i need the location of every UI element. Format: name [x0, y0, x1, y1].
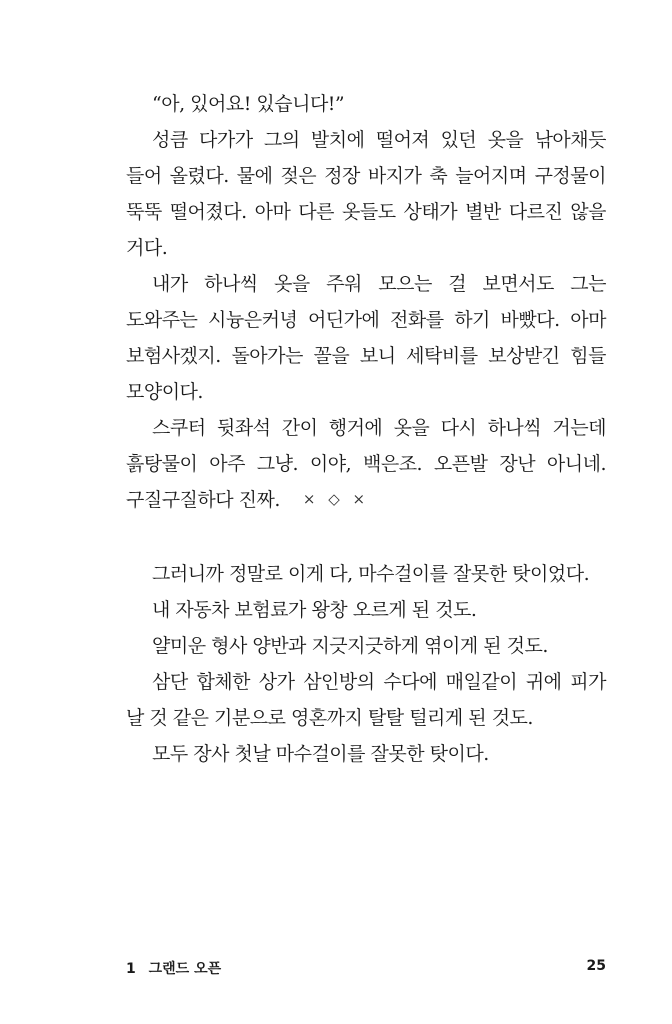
chapter-number: 1 [126, 961, 136, 977]
paragraph: “아, 있어요! 있습니다!” [152, 93, 345, 115]
paragraph: 모두 장사 첫날 마수걸이를 잘못한 탓이다. [152, 743, 489, 765]
section-separator: × ◇ × [302, 490, 370, 508]
page-footer [126, 958, 606, 978]
page-number: 25 [586, 958, 606, 974]
text-section-2 [126, 556, 606, 772]
paragraph: 얄미운 형사 양반과 지긋지긋하게 엮이게 된 것도. [152, 635, 548, 657]
chapter-title: 그랜드 오픈 [148, 961, 222, 977]
paragraph: 내 자동차 보험료가 왕창 오르게 된 것도. [152, 599, 477, 621]
text-section-1 [126, 86, 606, 518]
paragraph: 내가 하나씩 옷을 주워 모으는 걸 보면서도 그는 도와주는 시늉은커녕 어딘가에 전화를 하기 바빴다. 아마 보험사겠지. 돌아가는 꼴을 보니 세탁비를 보상받긴 힘들 모양이다. [126, 273, 606, 403]
paragraph: 그러니까 정말로 이게 다, 마수걸이를 잘못한 탓이었다. [152, 563, 590, 585]
paragraph: 성큼 다가가 그의 발치에 떨어져 있던 옷을 낚아채듯 들어 올렸다. 물에 젖은 정장 바지가 축 늘어지며 구정물이 뚝뚝 떨어졌다. 아마 다른 옷들도 상태가 별반 다르진 않을 거다. [126, 129, 606, 259]
paragraph: 스쿠터 뒷좌석 간이 행거에 옷을 다시 하나씩 거는데 흙탕물이 아주 그냥. 이야, 백은조. 오픈발 장난 아니네. 구질구질하다 진짜. [126, 417, 606, 511]
paragraph: 삼단 합체한 상가 삼인방의 수다에 매일같이 귀에 피가 날 것 같은 기분으로 영혼까지 탈탈 털리게 된 것도. [126, 671, 606, 729]
